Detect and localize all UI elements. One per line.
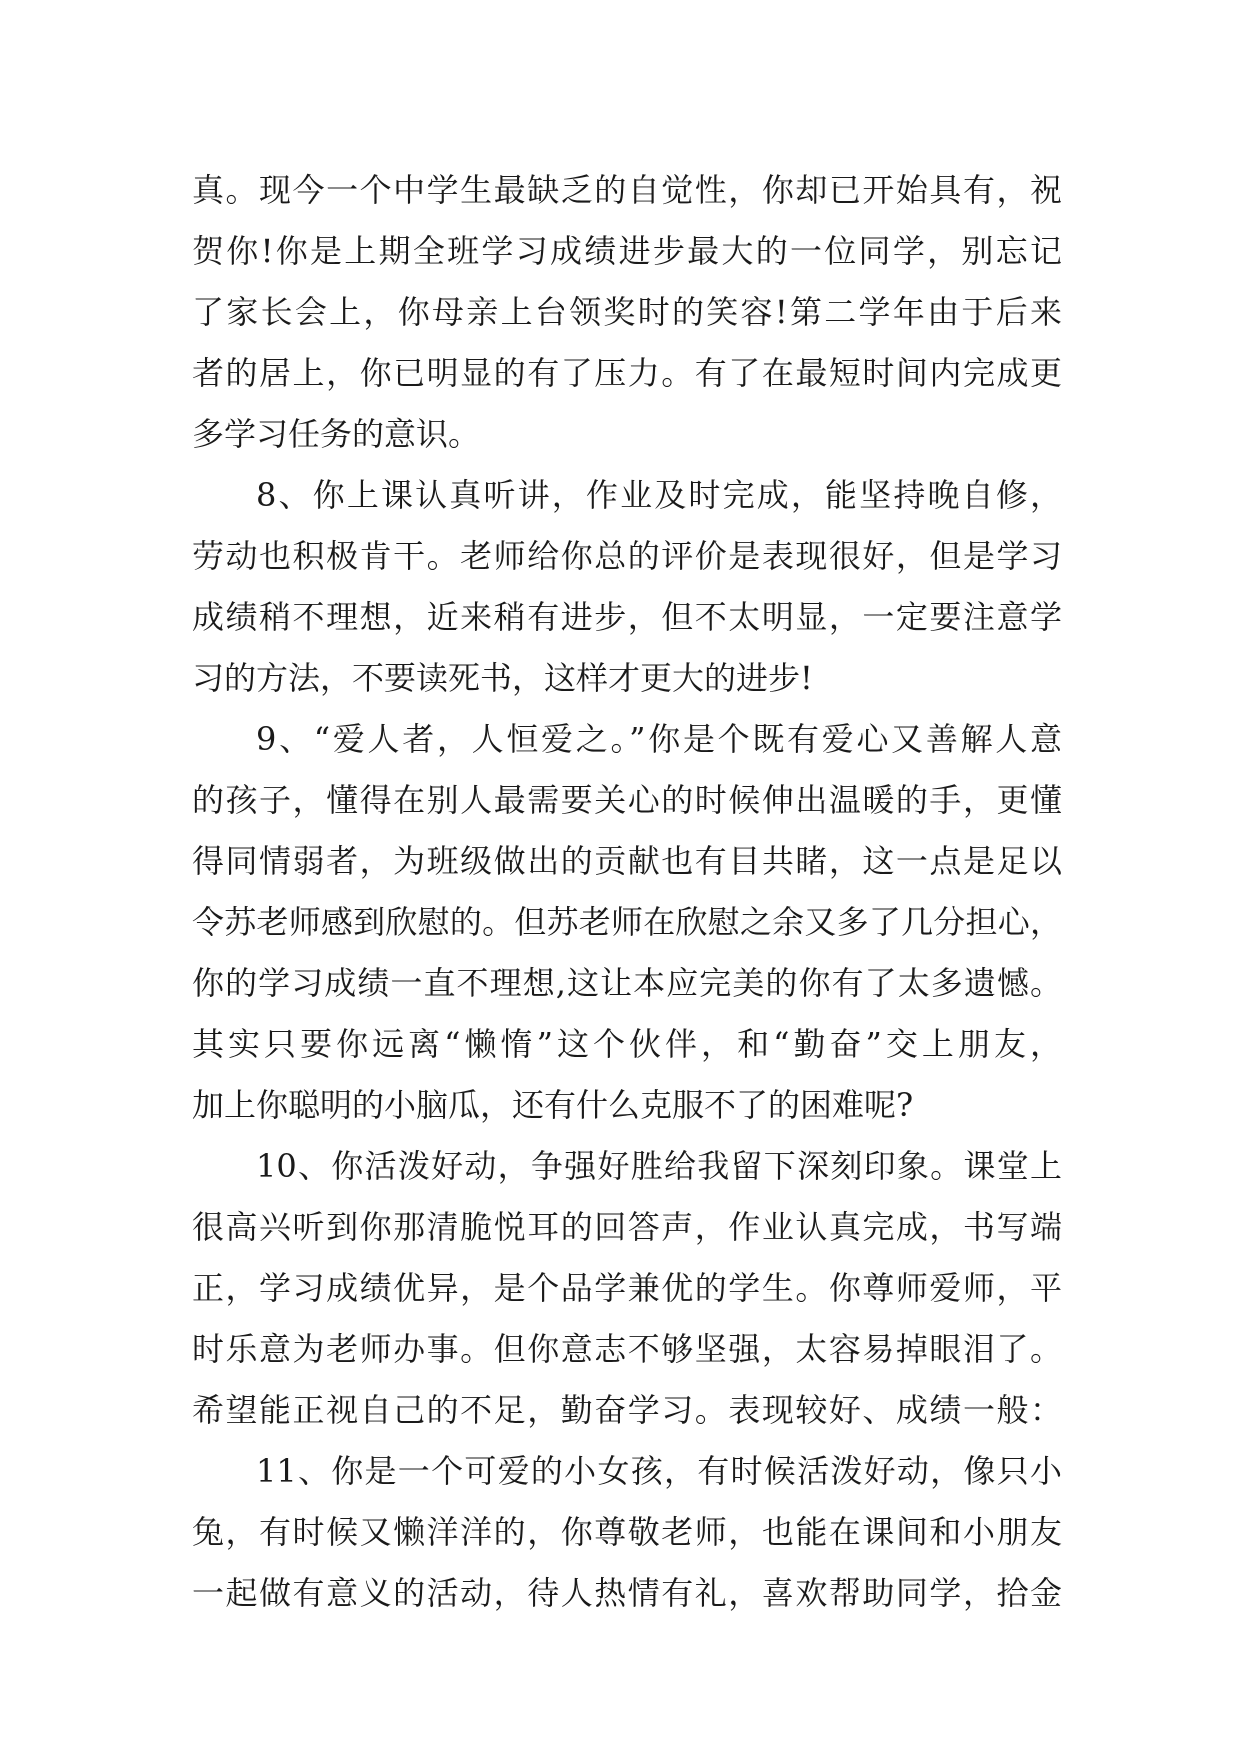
text-line: 兔，有时候又懒洋洋的，你尊敬老师，也能在课间和小朋友 [192,1513,1062,1551]
text-line: 多学习任务的意识。 [192,415,481,453]
text-line: 成绩稍不理想，近来稍有进步，但不太明显，一定要注意学 [192,598,1062,636]
text-line: 习的方法，不要读死书，这样才更大的进步! [192,659,813,697]
text-line: 很高兴听到你那清脆悦耳的回答声，作业认真完成，书写端 [192,1208,1062,1246]
text-line: 你的学习成绩一直不理想,这让本应完美的你有了太多遗憾。 [192,964,1062,1002]
text-line: 一起做有意义的活动，待人热情有礼，喜欢帮助同学，拾金 [192,1574,1062,1612]
text-line: 贺你!你是上期全班学习成绩进步最大的一位同学，别忘记 [192,232,1062,270]
text-line: 11、你是一个可爱的小女孩，有时候活泼好动，像只小 [256,1452,1062,1490]
text-line: 正，学习成绩优异，是个品学兼优的学生。你尊师爱师，平 [192,1269,1062,1307]
text-line: 10、你活泼好动，争强好胜给我留下深刻印象。课堂上 [256,1147,1062,1185]
text-line: 希望能正视自己的不足，勤奋学习。表现较好、成绩一般： [192,1391,1062,1429]
text-line: 令苏老师感到欣慰的。但苏老师在欣慰之余又多了几分担心， [192,903,1062,941]
text-line: 时乐意为老师办事。但你意志不够坚强，太容易掉眼泪了。 [192,1330,1062,1368]
document-body [192,160,1062,1624]
text-line: 得同情弱者，为班级做出的贡献也有目共睹，这一点是足以 [192,842,1062,880]
text-line: 真。现今一个中学生最缺乏的自觉性，你却已开始具有，祝 [192,171,1062,209]
text-line: 8、你上课认真听讲，作业及时完成，能坚持晚自修， [256,476,1062,514]
text-line: 的孩子，懂得在别人最需要关心的时候伸出温暖的手，更懂 [192,781,1062,819]
text-line: 劳动也积极肯干。老师给你总的评价是表现很好，但是学习 [192,537,1062,575]
text-line: 9、“爱人者，人恒爱之。”你是个既有爱心又善解人意 [256,720,1062,758]
text-line: 加上你聪明的小脑瓜，还有什么克服不了的困难呢? [192,1086,914,1124]
text-line: 了家长会上，你母亲上台领奖时的笑容!第二学年由于后来 [192,293,1062,331]
text-line: 其实只要你远离“懒惰”这个伙伴，和“勤奋”交上朋友， [192,1025,1062,1063]
text-line: 者的居上，你已明显的有了压力。有了在最短时间内完成更 [192,354,1062,392]
